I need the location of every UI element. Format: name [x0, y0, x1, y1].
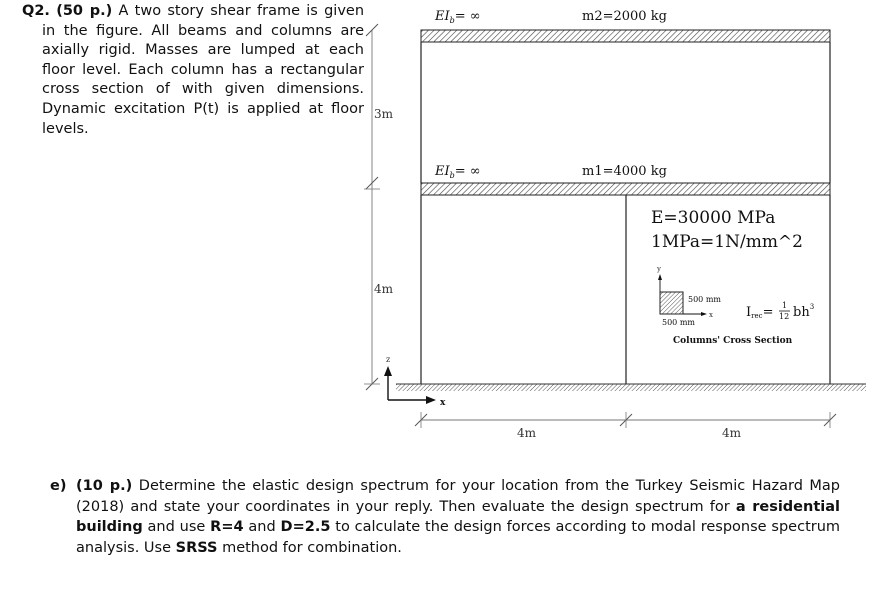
top-beam [421, 30, 830, 42]
bay-width-right: 4m [722, 426, 742, 440]
ground-support [396, 384, 866, 391]
part-e-text-2: and use [147, 519, 206, 535]
bay-width-left: 4m [517, 426, 537, 440]
question-body: A two story shear frame is given in the figure. All beams and columns are axially rigid. Masses are lumped at each floor level. Each column has a rectangular cross section of with given dimensions. Dynamic excitation P(t) is applied at floor levels. [42, 3, 365, 137]
section-square [660, 292, 683, 314]
part-e-building-type: a residential building [76, 498, 840, 535]
part-e-r-value: R=4 [210, 519, 244, 535]
z-axis-label: z [386, 355, 391, 364]
middle-beam [421, 183, 830, 195]
top-mass-label: m2=2000 kg [582, 9, 667, 24]
part-e-text-3: and [248, 519, 276, 535]
middle-mass-label: m1=4000 kg [582, 164, 667, 179]
part-e-text-1: Determine the elastic design spectrum for your location from the Turkey Seismic Hazard Map (2018) and state your coordinates in your reply. Then evaluate the design spectrum for [76, 478, 841, 515]
question-points: (50 p.) [56, 3, 113, 19]
part-e-text-4: to calculate the design forces according to modal response spectrum analysis. Use [76, 519, 841, 556]
formula-bh: $bh^3$ [793, 303, 815, 320]
part-e [50, 476, 840, 558]
top-beam-stiffness: $EI_b=$ ∞ [435, 9, 481, 25]
section-height-dim: 500 mm [688, 295, 721, 304]
story-height-top: 3m [374, 107, 394, 121]
column-cross-section [656, 265, 814, 346]
cross-section-caption: Columns' Cross Section [673, 336, 793, 346]
formula-denominator: 12 [779, 312, 790, 321]
section-width-dim: 500 mm [662, 318, 695, 327]
unit-conversion: 1MPa=1N/mm^2 [651, 232, 803, 252]
part-e-d-value: D=2.5 [280, 519, 331, 535]
part-e-points: (10 p.) [76, 478, 133, 494]
part-e-text-5: method for combination. [222, 539, 402, 556]
moment-of-inertia-formula: Irec= [746, 305, 774, 320]
x-axis-label: x [440, 398, 446, 408]
question-number: Q2. [22, 3, 50, 19]
part-e-body [76, 476, 840, 558]
section-y-axis: y [657, 265, 661, 273]
story-height-bottom: 4m [374, 282, 394, 296]
elastic-modulus: E=30000 MPa [651, 208, 776, 228]
middle-beam-stiffness: $EI_b=$ ∞ [435, 164, 481, 180]
section-x-axis: x [709, 311, 713, 319]
formula-numerator: 1 [782, 301, 788, 310]
part-e-label: e) [50, 478, 67, 494]
part-e-combination-method: SRSS [175, 539, 218, 556]
